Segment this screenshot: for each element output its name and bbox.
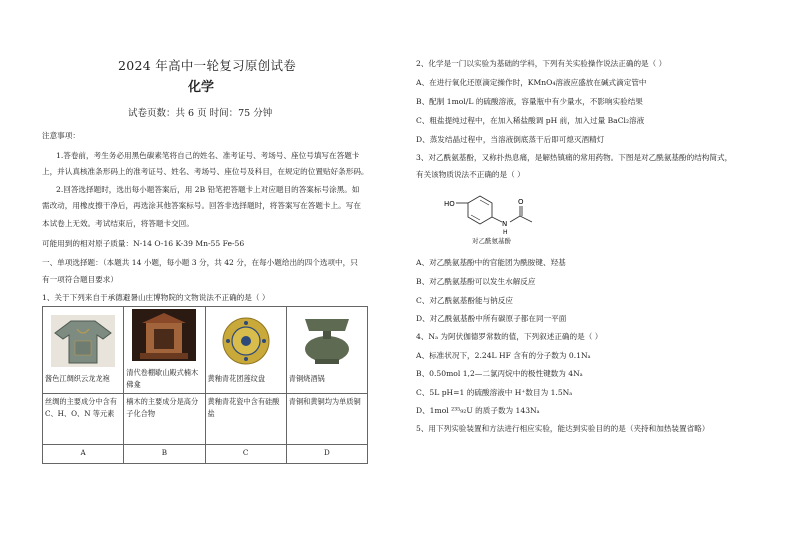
q1-statement-d: 青铜和黄铜均为单质铜: [286, 394, 367, 445]
q1-stem: 1、关于下列来自于承德避暑山庄博物院的文物说法不正确的是（ ）: [42, 293, 270, 302]
note-line: 上，并认真核准条形码上的准考证号、姓名、考场号、座位号及科目，在规定的位置贴好条形码。: [42, 167, 369, 176]
q3-stem-cont: 有关该物质说法不正确的是（ ）: [416, 170, 525, 179]
bronze-pot-image: [295, 315, 359, 367]
q1-image-cell-d: [286, 307, 367, 394]
q1-statement-b: 楠木的主要成分是高分子化合物: [124, 394, 205, 445]
q1-caption-b: 清代卷棚歇山殿式楠木佛龛: [126, 368, 199, 389]
q1-statement-c: 黄釉青花瓷中含有硅酸盐: [205, 394, 286, 445]
section-heading: 一、单项选择题：（本题共 14 小题，每小题 3 分，共 42 分，在每小题给出的四个选项中，只: [42, 258, 358, 267]
notes-heading: 注意事项：: [42, 131, 80, 140]
dragon-robe-image: [51, 315, 115, 367]
q4-option-d: D、1mol ²³⁵₉₂U 的质子数为 143Nₐ: [416, 406, 540, 415]
q4-option-a: A、标准状况下，2.24L HF 含有的分子数为 0.1Nₐ: [416, 351, 591, 360]
q1-letter-c: C: [205, 445, 286, 464]
q1-image-cell-b: [124, 307, 205, 394]
section-heading-cont: 有一项符合题目要求）: [42, 275, 118, 284]
note-line: 2.回答选择题时，选出每小题答案后，用 2B 铅笔把答题卡上对应题目的答案标号涂黑。如: [56, 185, 360, 194]
molecule-caption: 对乙酰氨基酚: [472, 237, 511, 245]
q1-statement-a: 丝绸的主要成分中含有 C、H、O、N 等元素: [43, 394, 124, 445]
q1-image-cell-a: [43, 307, 124, 394]
q5-stem: 5、用下列实验装置和方法进行相应实验，能达到实验目的的是（夹持和加热装置省略）: [416, 424, 710, 433]
q3-option-a: A、对乙酰氨基酚中的官能团为酰胺键、羟基: [416, 258, 566, 267]
q2-option-b: B、配制 1mol/L 的硫酸溶液，容量瓶中有少量水，不影响实验结果: [416, 97, 643, 106]
q2-option-c: C、粗盐提纯过程中，在加入稀盐酸调 pH 前，加入过量 BaCl₂溶液: [416, 116, 645, 125]
q3-option-b: B、对乙酰氨基酚可以发生水解反应: [416, 277, 536, 286]
q1-caption-c: 黄釉青花团莲纹盘: [207, 374, 266, 383]
q3-option-c: C、对乙酰氨基酚能与钠反应: [416, 296, 513, 305]
q2-option-a: A、在进行氧化还原滴定操作时，KMnO₄溶液应盛放在碱式滴定管中: [416, 78, 647, 87]
note-line: 1.答卷前，考生务必用黑色碳素笔将自己的姓名、准考证号、考场号、座位号填写在答题卡: [56, 151, 360, 160]
note-line: 本试卷上无效。考试结束后，将答题卡交回。: [42, 219, 194, 228]
q1-letter-b: B: [124, 445, 205, 464]
q2-option-d: D、蒸发结晶过程中，当溶液倒底蒸干后即可熄灭酒精灯: [416, 135, 605, 144]
q1-table: [42, 306, 368, 464]
mol-label-o: O: [518, 198, 524, 206]
exam-meta: 试卷页数：共 6 页 时间：75 分钟: [128, 108, 273, 119]
q1-image-cell-c: [205, 307, 286, 394]
q1-caption-d: 青铜烧酒锅: [288, 374, 325, 383]
mol-label-n: N: [502, 220, 508, 228]
q3-option-d: D、对乙酰氨基酚中所有碳原子都在同一平面: [416, 314, 567, 323]
q4-stem: 4、Nₐ 为阿伏伽德罗常数的值，下列叙述正确的是（ ）: [416, 332, 603, 341]
q1-letter-a: A: [43, 445, 124, 464]
exam-title: 2024 年高中一轮复习原创试卷: [118, 58, 297, 73]
q4-option-c: C、5L pH=1 的硫酸溶液中 H⁺数目为 1.5Nₐ: [416, 388, 573, 397]
buddha-shrine-image: [132, 309, 196, 361]
atomic-masses: 可能用到的相对原子质量：N-14 O-16 K-39 Mn-55 Fe-56: [42, 239, 245, 248]
mol-label-ho: HO: [444, 200, 455, 208]
note-line: 需改动，用橡皮擦干净后，再选涂其他答案标号。回答非选择题时，将答案写在答题卡上。写在: [42, 201, 361, 210]
q1-caption-a: 酱色江绸织云龙龙袍: [45, 374, 110, 383]
q2-stem: 2、化学是一门以实验为基础的学科，下列有关实验操作说法正确的是（ ）: [416, 59, 667, 68]
q1-letter-d: D: [286, 445, 367, 464]
mol-label-h: H: [503, 229, 508, 236]
q4-option-b: B、0.50mol 1,2—二氯丙烷中的极性键数为 4Nₐ: [416, 369, 583, 378]
subject-title: 化学: [188, 80, 215, 95]
q3-stem: 3、对乙酰氨基酚，又称扑热息痛，是解热镇痛的常用药物。下图是对乙酰氨基酚的结构简式，: [416, 153, 733, 162]
porcelain-plate-image: [214, 315, 278, 367]
